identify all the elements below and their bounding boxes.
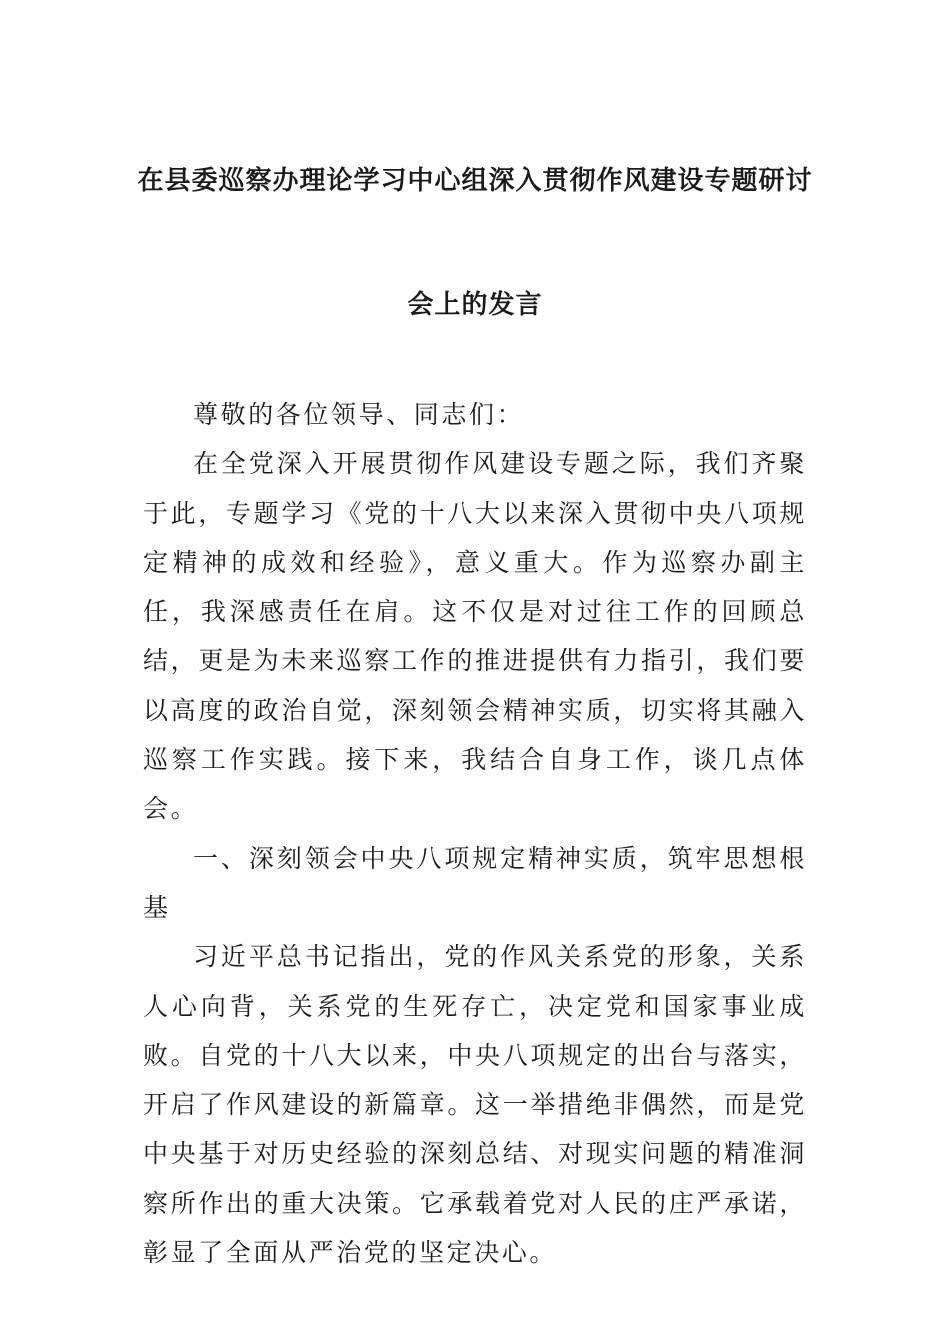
document-title-line-1: 在县委巡察办理论学习中心组深入贯彻作风建设专题研讨	[137, 166, 813, 196]
salutation-paragraph: 尊敬的各位领导、同志们：	[193, 400, 525, 429]
intro-paragraph: 在全党深入开展贯彻作风建设专题之际，我们齐聚于此，专题学习《党的十八大以来深入贯彻中央八项规定精神的成效和经验》，意义重大。作为巡察办副主任，我深感责任在肩。这不仅是对过往工作的回顾总结，更是为未来巡察工作的推进提供有力指引，我们要以高度的政治自觉，深刻领会精神实质，切实将其融入巡察工作实践。接下来，我结合自身工作，谈几点体会。	[143, 449, 807, 824]
section-heading-1: 一、深刻领会中央八项规定精神实质，筑牢思想根基	[143, 843, 807, 922]
document-title-line-2: 会上的发言	[407, 290, 543, 320]
document-body	[143, 390, 807, 1277]
section-1-paragraph: 习近平总书记指出，党的作风关系党的形象，关系人心向背，关系党的生死存亡，决定党和国家事业成败。自党的十八大以来，中央八项规定的出台与落实，开启了作风建设的新篇章。这一举措绝非偶然，而是党中央基于对历史经验的深刻总结、对现实问题的精准洞察所作出的重大决策。它承载着党对人民的庄严承诺，彰显了全面从严治党的坚定决心。	[143, 942, 807, 1268]
